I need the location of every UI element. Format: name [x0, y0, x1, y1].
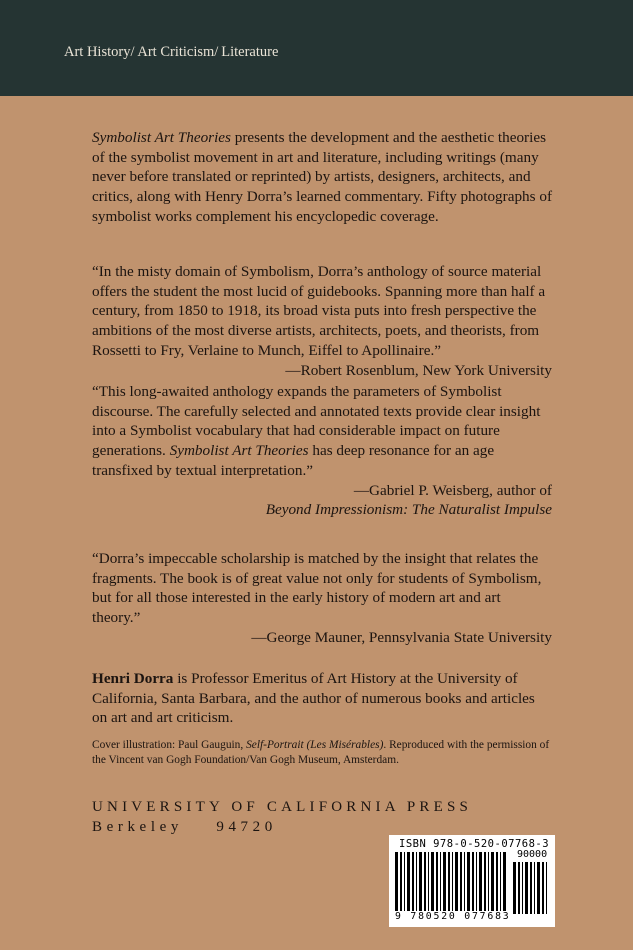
barcode-bar: [484, 852, 486, 914]
cover-credit-prefix: Cover illustration: Paul Gauguin,: [92, 739, 247, 751]
barcode-bar: [424, 852, 426, 914]
description-paragraph: [92, 128, 552, 227]
barcode-bar: [452, 852, 453, 914]
barcode-addon-icon: [513, 862, 551, 914]
author-bio-text: is Professor Emeritus of Art History at the University of California, Santa Barbara, and the author of numerous books and articles on art and art criticism.: [92, 670, 535, 727]
barcode-bar: [404, 852, 405, 914]
barcode-bar: [530, 862, 532, 914]
barcode-bar: [443, 852, 446, 914]
barcode-bar: [416, 852, 417, 914]
barcode-bar: [496, 852, 498, 914]
barcode-bar: [537, 862, 540, 914]
quote-text-before: “This long-awaited anthology expands the parameters of Symbolist discourse. The carefully selected and annotated texts provide clear insight into a Symbolist vocabulary that had considerable impact on future generations.: [92, 383, 541, 460]
barcode-bar: [436, 852, 438, 914]
barcode-bar: [503, 852, 506, 914]
isbn-barcode: [389, 835, 555, 927]
barcode-bar: [476, 852, 477, 914]
barcode-bar: [400, 852, 402, 914]
barcode-bar: [522, 862, 523, 914]
barcode-bar: [467, 852, 470, 914]
barcode-bar: [428, 852, 429, 914]
barcode-bar: [395, 852, 398, 914]
quote-attribution: —Robert Rosenblum, New York University: [285, 361, 552, 379]
category-label: Art History/ Art Criticism/ Literature: [64, 44, 279, 60]
publisher-zip: 94720: [216, 819, 277, 835]
author-name: Henri Dorra: [92, 670, 174, 687]
book-title: Symbolist Art Theories: [92, 129, 231, 146]
barcode-bar: [440, 852, 441, 914]
publisher-imprint: [92, 797, 472, 837]
barcode-bar: [534, 862, 535, 914]
barcode-bar: [412, 852, 414, 914]
ean-digits: 9 780520 077683: [395, 911, 511, 922]
quote-attribution: —Gabriel P. Weisberg, author of: [353, 481, 552, 499]
review-quote-2: [92, 382, 552, 520]
barcode-bar: [419, 852, 422, 914]
quote-text: [92, 382, 552, 481]
description-text: presents the development and the aesthetic theories of the symbolist movement in art and literature, including writings (many never before translated or reprinted) by artists, designers, architects, and critics, along with Henry Dorra’s learned commentary. Fifty photographs of symbolist works complement his encyclopedic coverage.: [92, 129, 552, 225]
barcode-bar: [542, 862, 544, 914]
price-code: 90000: [517, 849, 548, 860]
quote-attribution: —George Mauner, Pennsylvania State University: [251, 628, 552, 646]
quote-attribution-work: Beyond Impressionism: The Naturalist Impulse: [265, 501, 552, 519]
quote-text-after: has deep resonance for an age transfixed by textual interpretation.”: [92, 442, 495, 479]
barcode-bar: [464, 852, 465, 914]
barcode-bar: [431, 852, 434, 914]
barcode-bar: [518, 862, 520, 914]
publisher-city: Berkeley: [92, 819, 183, 835]
barcode-bar: [513, 862, 516, 914]
barcode-bar: [500, 852, 501, 914]
publisher-name: UNIVERSITY OF CALIFORNIA PRESS: [92, 799, 473, 815]
quote-text: “Dorra’s impeccable scholarship is matched by the insight that relates the fragments. The book is of great value not only for students of Symbolism, but for all those interested in the early history of modern art and art theory.”: [92, 550, 542, 627]
cover-credit-work: Self-Portrait (Les Misérables): [246, 739, 384, 751]
barcode-bar: [525, 862, 528, 914]
barcode-bar: [546, 862, 547, 914]
cover-credit-suffix: . Reproduced with the permission of the Vincent van Gogh Foundation/Van Gogh Museum, Amsterdam.: [92, 739, 550, 766]
barcode-bar: [448, 852, 450, 914]
quote-book-title: Symbolist Art Theories: [169, 442, 309, 460]
barcode-bar: [479, 852, 482, 914]
barcode-bar: [491, 852, 494, 914]
cover-credit: [92, 738, 562, 768]
review-quote-3: [92, 549, 552, 648]
barcode-main-icon: [395, 852, 509, 914]
publisher-address: [92, 817, 472, 837]
barcode-bar: [455, 852, 458, 914]
barcode-bar: [472, 852, 474, 914]
review-quote-1: [92, 262, 552, 380]
author-bio: [92, 669, 552, 728]
barcode-bar: [460, 852, 462, 914]
barcode-bar: [407, 852, 410, 914]
top-band: [0, 0, 633, 96]
barcode-bar: [488, 852, 489, 914]
quote-text: “In the misty domain of Symbolism, Dorra’s anthology of source material offers the student the most lucid of guidebooks. Spanning more than half a century, from 1850 to 1918, its broad vista puts into fresh perspective the ambitions of the most diverse artists, architects, poets, and theorists, from Rossetti to Fry, Verlaine to Munch, Eiffel to Apollinaire.”: [92, 263, 546, 359]
isbn-number: ISBN 978-0-520-07768-3: [399, 838, 550, 850]
